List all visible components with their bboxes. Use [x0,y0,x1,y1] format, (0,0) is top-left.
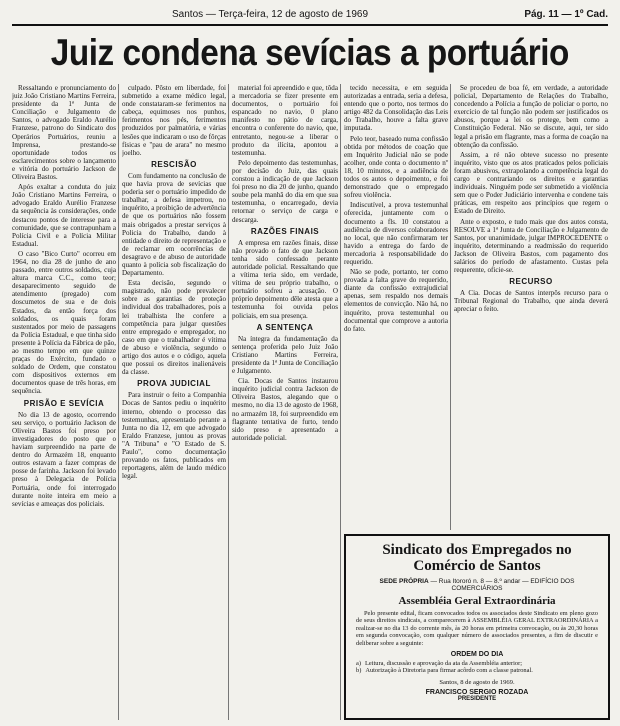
subhead-sentenca: A SENTENÇA [256,322,314,332]
notice-address: SEDE PRÓPRIA — Rua Itororó n. 8 — 8.º andar — EDIFÍCIO DOS COMERCIÁRIOS [379,578,575,592]
notice-title: Sindicato dos Empregados no Comércio de Santos [382,542,572,574]
paragraph: Após exaltar a conduta do juiz João Cristiano Martins Ferreira, o advogado Eraldo Aurélio Franzese da sequência às considerações, onde destacou pontos de interesse para a comunidade, que se contrapunham a Polícia Civil e a Polícia Militar Estadual. [12,183,116,248]
paragraph: Ante o exposto, e tudo mais que dos autos consta, RESOLVE a 1ª Junta de Conciliação e Julgamento de Santos, por unanimidade, julgar IMPROCEDENTE o inquérito, determinando a readmissão do requerido Jackson de Oliveira Bastos, com pagamento dos salários do período de afastamento. Custas pela requerente, oficie-se. [454,217,608,275]
subhead-recurso: RECURSO [509,277,553,287]
paragraph: A empresa em razões finais, disse não provado o fato de que Jackson tenha sido confessado perante autoridade policial. Ressaltando que a vítima teria sido, em verdade, vítima de seu próprio trabalho, o portuário sofreu a acusação. O próprio depoimento dêle atesta que a testemunha foi ouvida pelos policiais, em sua presença. [232,238,338,320]
paragraph: material foi apreendido e que, tôda a mercadoria se fizer presente em documentos, o portuário foi espancado no navio, 0 plano manifesto no pátio de carga, encontra o conferente do navio, que, entretanto, negou-se a liberar o produto da ilícita, apontou a testemunha. [232,84,338,157]
subhead-prova-judicial: PROVA JUDICIAL [137,379,211,389]
notice-signatory: FRANCISCO SERGIO ROZADA [425,688,529,696]
column-1-text-b [12,411,116,508]
paragraph: Cia. Docas de Santos instaurou inquérito judicial contra Jackson de Oliveira Bastos, alegando que o mesmo, no dia 13 de agosto de 1968, no armazém 18, foi surpreendido em flagrante tentativa de furto, tendo sido preso e apresentado a autoridade policial. [232,377,338,442]
paragraph: Pelo teor, baseado numa confissão obtida por métodos de coação que em Inquérito Judicial não se pode acolher, onde conta o documento nº 18, 10 minutos, e a audiência de todos os autos o depoimento, e foi demonstrado que o empregado sofreu violência. [344,134,448,200]
column-rule [450,84,451,530]
column-2-text [122,84,226,157]
notice-role: PRESIDENTE [457,695,497,702]
paragraph: Para instruir o feito a Companhia Docas de Santos pediu o inquérito interno, obtendo o processo das testemunhas, apresentado perante a Junta no dia 12, em que advogado Eraldo Franzese, juntou as provas "A Tribuna" e "O Estado de S. Paulo", como documentação provando os fatos, publicados em reportagens, além de laudo médico legal. [122,391,226,481]
notice-order-label: ORDEM DO DIA [450,651,504,659]
headline: Juiz condena sevícias a portuário [50,32,570,73]
masthead-rule [12,24,608,26]
paragraph: Com fundamento na conclusão de que havia prova de sevícias que poderia ser o portuário impedido de trabalhar, a defesa impetrou, no inquérito, a proibição de advertência de que os portuários não fossem mais obrigados a prestar serviços à Policia do Trabalho, dando à entidade o direito de representação e de reclamar em ocorrências de desagravo e de abuso de autoridade quanto à polícia sob fiscalização do Departamento. [122,171,226,278]
notice-date: Santos, 8 de agosto de 1969. [439,678,515,686]
agenda-item-marker: b) [356,667,362,675]
masthead-page-number: Pág. 11 — 1º Cad. [524,8,608,20]
notice-hq-text: Rua Itororó n. 8 — 8.º andar — EDIFÍCIO DOS COMERCIÁRIOS [438,578,575,592]
paragraph: Não se pode, portanto, ter como provada a falta grave do requerido, diante da confissão extrajudicial apenas, sem respaldo nos demais elementos de convicção. Não há, no inquérito, prova testemunhal ou documental que comprove a autoria do fato. [344,268,448,333]
agenda-item [356,667,598,674]
column-2-text-c [122,391,226,480]
paragraph: No dia 13 de agosto, ocorrendo seu serviço, o portuário Jackson de Oliveira Bastos foi preso por investigadores do posto que o haviam surpreendido na parte de dentro do Armazém 18, enquanto outros estavam a fazer compras de posse de farinha. Jackson foi levado preso à Delegacia de Polícia Portuária, onde foi interrogado durante noite inteira em meio a sevícias e ameaças dos policiais. [12,410,116,508]
column-rule [340,84,341,720]
paragraph: Se procedeu de boa fé, em verdade, a autoridade policial, Departamento de Relações do Trabalho, concedendo a Polícia a função de policiar o porto, no exercício de tal função não podem ser justificados os abusos, porque a lei os protege, bem como a Constituição Federal. Não se discute, aqui, ter sido legal a prisão em flagrante, mas a forma de coação na obtenção da confissão. [454,84,608,149]
masthead-city-date: Santos — Terça-feira, 12 de agosto de 1969 [172,8,369,20]
column-5-text [454,84,608,274]
column-3-text [232,84,338,224]
column-5-text-b [454,289,608,313]
column-2-text-b [122,172,226,376]
column-1 [12,84,116,720]
headline-block [12,30,608,76]
paragraph: Assim, a ré não obteve sucesso no presente inquérito, visto que os atos praticados pelos policiais foram abusivos, extrapolando a competência legal do cargo e contrariando os direitos e garantias individuais. Ninguém pode ser submetido a violência sem que o Poder Judiciário intervenha e condene tais práticas, em respeito aos princípios que regem o Estado de Direito. [454,150,608,216]
agenda-item-marker: a) [356,660,361,668]
paragraph: Pelo depoimento das testemunhas, por decisão do Juiz, das quais constou a indicação de que Jackson foi preso no dia 20 de junho, quando soube pela manhã do dia em que sua testemunha, o encarregado, devia retornar o serviço de carga e descarga. [232,158,338,224]
paragraph: Ressaltando e pronunciamento do juiz João Cristiano Martins Ferreira, presidente da 1ª Junta de Conciliação e Julgamento de Santos, o advogado Eraldo Aurélio Franzese, patrono do Sindicato dos Operários Portuários, reuniu a Imprensa, prestando-se oportunidade todos os esclarecimentos sobre o lançamento e vitória do portuário Jackson de Oliveira Bastos. [12,84,116,182]
column-3 [232,84,338,720]
notice-agenda-list [356,660,598,675]
masthead [12,4,608,24]
paragraph: tecido necessita, e em seguida autorizadas a entrada, seria a defesa, entendo que o porto, nos termos do artigo 482 da Consolidação das Leis do Trabalho, houve a falta grave imputada. [344,84,448,133]
agenda-item [356,660,598,667]
notice-hq-label: SEDE PRÓPRIA [379,578,429,585]
paragraph: A Cia. Docas de Santos interpôs recurso para o Tribunal Regional do Trabalho, que ainda deverá apreciar o feito. [454,289,608,314]
subhead-rescisao: RESCISÃO [151,159,197,169]
paragraph: Na íntegra da fundamentação da sentença proferida pelo Juiz João Cristiano Martins Ferreira, presidente da 1ª Junta de Conciliação e Julgamento. [232,334,338,376]
column-rule [228,84,229,720]
column-4 [344,84,448,530]
notice-assembly-title: Assembléia Geral Extraordinária [398,595,556,607]
paragraph: Indiscutível, a prova testemunhal oferecida, juntamente com o documento a fls. 10 constatou a audiência de diversos colaboradores no local, que não confirmaram ter havido a entrega do fardo de mercadoria à responsabilidade do requerido. [344,201,448,266]
paragraph: Esta decisão, segundo o magistrado, não pode prevalecer sobre as garantias de proteção individual dos trabalhadores, pois a lei trabalhista lhe confere a competência para julgar questões entre empregado e empregador, no caso em que o trabalhador é vítima de abuso e violência, segundo o artigo dos autos e o código, aquela que possui os direitos inalienáveis da classe. [122,279,226,377]
column-4-text [344,84,448,333]
column-5 [454,84,608,530]
column-rule [118,84,119,720]
subhead-razoes-finais: RAZÕES FINAIS [250,226,320,236]
notice-body: Pelo presente edital, ficam convocados todos os associados deste Sindicato em pleno gozo de seus direitos sindicais, a comparecerem à ASSEMBLÉIA GERAL EXTRAORDINÁRIA a realizar-se no dia 13 do corrente mês, às 20 horas em primeira convocação, ou às 20,30 horas em segunda convocação, com qualquer número de associados presentes, a fim de discutir e deliberar sobre a seguinte: [356,610,598,647]
paragraph: O caso "Bico Curto" ocorreu em 1964, no dia 28 de junho de ano passado, entre outros soldados, cuja altura marca C.C., como teor; desaparecimento seguido de atendimento (pregado) com doscumetos de sua e de dois Estados, da então força dos soldados, os quais foram sustentados por meio de passagens da Polícia Estadual, e que tinha sido presente à Polícia da Fábrica de pão, ao mesmo tempo em que quinze praças do Exército, fundado o soldado de Ordem, que constatou com dispositivos externos em documentos quase de três horas, em sequência. [12,249,116,396]
column-2 [122,84,226,720]
agenda-item-text: Leitura, discussão e aprovação da ata da Assembléia anterior; [364,660,523,668]
paragraph: culpado. Pôsto em liberdade, foi submetido a exame médico legal, onde constataram-se ferimentos na cabeça, equimoses nos punhos, ferimentos nos pés, ferimentos produzidos por palmatória, e várias lesões que indicaram o uso de fôrças físicas e "pau de arara" no mesmo joelho. [122,84,226,157]
column-3-text-b [232,239,338,320]
column-3-text-c [232,335,338,442]
agenda-item-text: Autorização à Diretoria para firmar acôrdo com a classe patronal. [365,667,533,675]
subhead-prisao: PRISÃO E SEVÍCIA [23,398,105,408]
union-notice-box [344,534,610,720]
column-1-text [12,84,116,396]
